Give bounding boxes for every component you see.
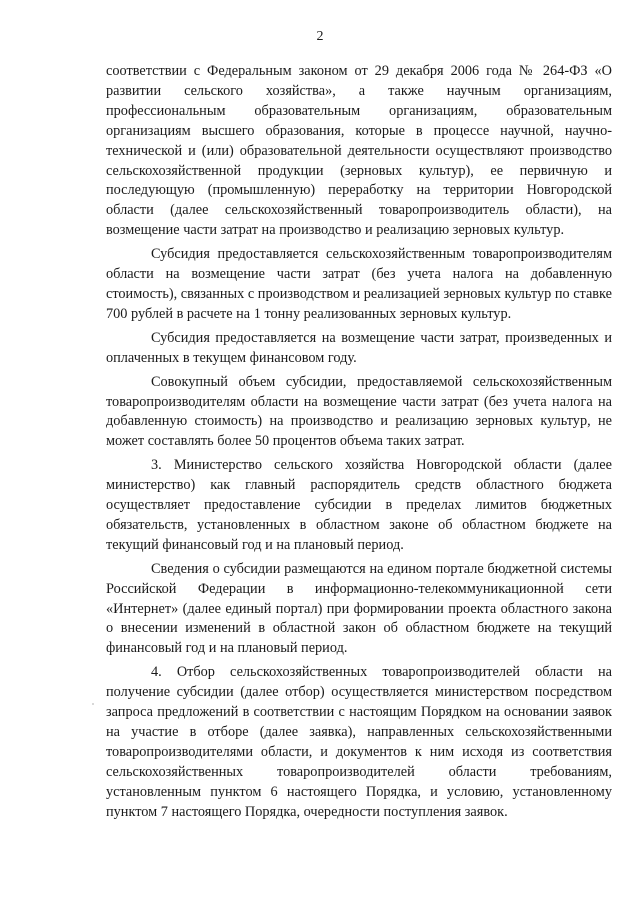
paragraph-item-4-selection: 4. Отбор сельскохозяйственных товаропроизводителей области на получение субсидии (далее отбор) осуществляется министерством посредством запроса предложений в соответствии с настоящим Порядком на основании заявок на участие в отборе (далее заявка), направленных сельскохозяйственными товаропроизводителями области, и документов к ним исходя из соответствия сельскохозяйственных товаропроизводителей области требованиям, установленным пунктом 6 настоящего Порядка, и условию, установленному пунктом 7 настоящего Порядка, очередности поступления заявок.	[106, 664, 612, 820]
document-body	[106, 62, 612, 823]
scan-artifact	[92, 703, 94, 705]
page-number: 2	[316, 29, 324, 44]
paragraph-total-volume: Совокупный объем субсидии, предоставляемой сельскохозяйственным товаропроизводителям области на возмещение части затрат (без учета налога на добавленную стоимость) на производство и реализацию зерновых культур, не может составлять более 50 процентов объема таких затрат.	[106, 373, 612, 450]
paragraph-item-3-ministry: 3. Министерство сельского хозяйства Новгородской области (далее министерство) как главный распорядитель средств областного бюджета осуществляет предоставление субсидии в пределах лимитов бюджетных обязательств, установленных в областном законе об областном бюджете на текущий финансовый год и на плановый период.	[106, 457, 612, 553]
paragraph-subsidy-rate: Субсидия предоставляется сельскохозяйственным товаропроизводителям области на возмещение части затрат (без учета налога на добавленную стоимость), связанных с производством и реализацией зерновых культур по ставке 700 рублей в расчете на 1 тонну реализованных зерновых культур.	[106, 246, 612, 322]
paragraph-portal-info: Сведения о субсидии размещаются на едином портале бюджетной системы Российской Федерации в информационно-телекоммуникационной сети «Интернет» (далее единый портал) при формировании проекта областного закона о внесении изменений в областной закон об областном бюджете на текущий финансовый год и на плановый период.	[106, 560, 612, 657]
paragraph-continuation: соответствии с Федеральным законом от 29 декабря 2006 года № 264-ФЗ «О развитии сельского хозяйства», а также научным организациям, профессиональным образовательным организациям, образовательным организациям высшего образования, которые в процессе научной, научно-технической и (или) образовательной деятельности осуществляют производство сельскохозяйственной продукции (зерновых культур), ее первичную и последующую (промышленную) переработку на территории Новгородской области (далее сельскохозяйственный товаропроизводитель области), на возмещение части затрат на производство и реализацию зерновых культур.	[106, 63, 612, 239]
paragraph-current-year-costs: Субсидия предоставляется на возмещение части затрат, произведенных и оплаченных в текущем финансовом году.	[106, 329, 612, 366]
